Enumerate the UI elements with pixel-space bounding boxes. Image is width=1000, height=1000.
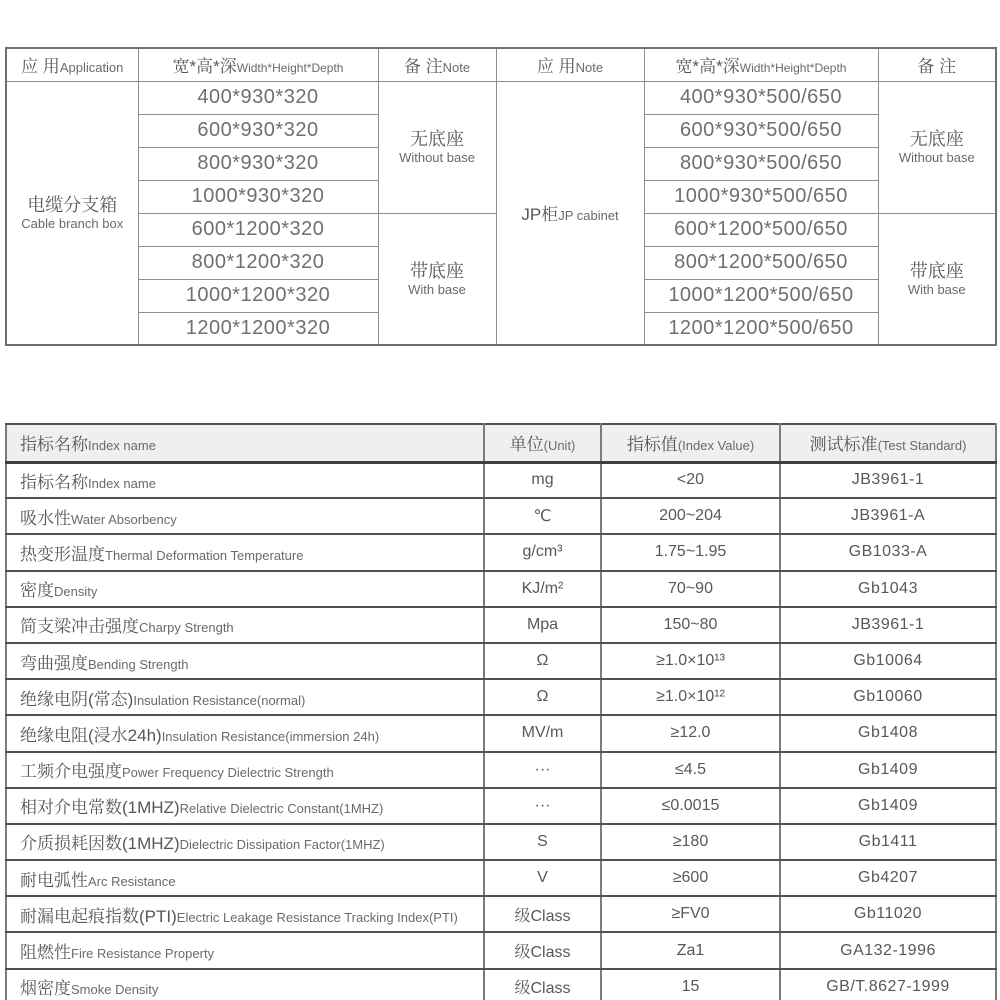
unit-cell [484,969,601,1000]
header-note-left: 备 注Note [378,48,496,81]
standard-cell [780,860,996,896]
value-cell [601,462,780,498]
standard-value: GB/T.8627-1999 [826,977,950,995]
value-cell [601,571,780,607]
unit-value: Mpa [526,615,559,633]
index-name-cell [6,932,484,968]
standard-cell [780,498,996,534]
unit-cell [484,607,601,643]
application-cell-cable-branch-box: 电缆分支箱 Cable branch box [6,81,138,345]
unit-value: mg [531,471,554,489]
standard-value: Gb10060 [853,688,923,706]
index-table-row [6,860,996,896]
unit-value: S [537,832,548,850]
standard-cell [780,932,996,968]
index-name-zh: 烟密度 [20,979,71,999]
index-value: ≥12.0 [670,724,711,742]
unit-value: MV/m [521,724,564,742]
value-cell [601,860,780,896]
index-value: ≥1.0×10¹³ [656,652,725,670]
unit-value: ℃ [533,508,552,526]
index-table-row [6,752,996,788]
index-name-en: Index name [88,475,156,491]
unit-value: ··· [534,796,551,814]
index-name-zh: 相对介电常数(1MHZ) [20,798,180,818]
index-name-en: Fire Resistance Property [71,946,215,962]
standard-cell [780,607,996,643]
size-cell: 800*930*500/650 [644,147,878,180]
unit-cell [484,715,601,751]
unit-cell [484,860,601,896]
header-unit: 单位(Unit) [484,424,601,462]
value-cell [601,679,780,715]
standard-cell [780,896,996,932]
index-name-zh: 简支梁冲击强度 [20,617,139,637]
note-cell-without-base-left: 无底座 Without base [378,81,496,213]
size-cell: 800*1200*320 [138,246,378,279]
unit-cell [484,824,601,860]
index-value: ≥600 [672,869,709,887]
index-table-row [6,824,996,860]
note-cell-without-base-right: 无底座 Without base [878,81,996,213]
index-value: ≥180 [672,832,709,850]
value-cell [601,715,780,751]
size-cell: 1000*1200*320 [138,279,378,312]
value-cell [601,643,780,679]
index-name-cell [6,896,484,932]
index-value: ≥FV0 [671,905,710,923]
index-table-row [6,896,996,932]
index-name-cell [6,498,484,534]
standard-cell [780,824,996,860]
size-cell: 1000*930*320 [138,180,378,213]
value-cell [601,752,780,788]
standard-cell [780,715,996,751]
index-name-cell [6,860,484,896]
index-value: 70~90 [668,579,713,597]
standard-value: Gb1408 [858,724,918,742]
standard-value: Gb4207 [858,869,918,887]
value-cell [601,498,780,534]
index-value: ≤4.5 [674,760,707,778]
size-cell: 1200*1200*320 [138,312,378,345]
unit-cell [484,752,601,788]
unit-cell [484,498,601,534]
standard-value: Gb10064 [853,652,923,670]
index-name-cell [6,824,484,860]
index-name-en: Smoke Density [71,982,159,998]
value-cell [601,607,780,643]
standard-cell [780,462,996,498]
index-name-en: Arc Resistance [88,873,176,889]
index-name-zh: 介质损耗因数(1MHZ) [20,834,180,854]
header-dims-right: 宽*高*深Width*Height*Depth [644,48,878,81]
index-table-row [6,643,996,679]
size-cell: 600*930*500/650 [644,114,878,147]
index-table-row [6,679,996,715]
index-header-row [6,424,996,462]
index-table-row [6,969,996,1000]
value-cell [601,896,780,932]
unit-cell [484,788,601,824]
size-cell: 600*1200*500/650 [644,213,878,246]
index-name-cell [6,643,484,679]
unit-cell [484,462,601,498]
index-name-zh: 耐漏电起痕指数(PTI) [20,906,177,926]
unit-cell [484,534,601,570]
index-name-zh: 吸水性 [20,508,71,528]
size-cell: 400*930*320 [138,81,378,114]
size-cell: 1200*1200*500/650 [644,312,878,345]
unit-value: KJ/m² [521,579,564,597]
index-value: 200~204 [659,507,722,525]
index-value: ≤0.0015 [661,796,720,814]
index-name-en: Water Absorbency [71,511,177,527]
index-table-row [6,715,996,751]
dimensions-header-row [6,48,996,81]
index-name-cell [6,788,484,824]
index-table-row [6,932,996,968]
index-name-zh: 密度 [20,581,54,601]
standard-cell [780,752,996,788]
value-cell [601,824,780,860]
size-cell: 1000*1200*500/650 [644,279,878,312]
index-name-zh: 绝缘电阴(常态) [20,689,134,709]
unit-value: Ω [536,652,549,670]
value-cell [601,534,780,570]
standard-value: Gb1409 [858,796,918,814]
size-cell: 800*1200*500/650 [644,246,878,279]
note-cell-with-base-left: 带底座 With base [378,213,496,345]
index-name-zh: 指标名称 [20,472,88,492]
standard-value: Gb1409 [858,760,918,778]
standard-cell [780,969,996,1000]
unit-value: g/cm³ [522,543,563,561]
standard-value: GB1033-A [848,543,928,561]
value-cell [601,932,780,968]
index-table-body [6,462,996,1000]
index-name-zh: 热变形温度 [20,544,105,564]
unit-cell [484,932,601,968]
application-cell-jp-cabinet: JP柜JP cabinet [496,81,644,345]
index-name-cell [6,679,484,715]
standard-cell [780,534,996,570]
header-dims-left: 宽*高*深Width*Height*Depth [138,48,378,81]
size-row [6,81,996,114]
index-name-cell [6,715,484,751]
header-index-name: 指标名称Index name [6,424,484,462]
index-name-cell [6,607,484,643]
unit-cell [484,571,601,607]
standard-value: Gb1043 [858,579,918,597]
index-table-row [6,462,996,498]
header-index-value: 指标值(Index Value) [601,424,780,462]
size-cell: 1000*930*500/650 [644,180,878,213]
index-name-en: Electric Leakage Resistance Tracking Index(PTI) [176,909,458,925]
unit-cell [484,896,601,932]
index-table-row [6,498,996,534]
standard-value: JB3961-1 [851,471,925,489]
standard-value: Gb11020 [853,905,923,923]
index-name-en: Bending Strength [88,656,189,672]
standard-cell [780,571,996,607]
unit-value: ··· [534,760,551,778]
index-name-cell [6,752,484,788]
index-name-cell [6,969,484,1000]
standard-cell [780,679,996,715]
unit-value: 级Class [514,907,571,925]
standard-cell [780,643,996,679]
size-cell: 600*1200*320 [138,213,378,246]
index-value: ≥1.0×10¹² [656,688,725,706]
index-name-zh: 弯曲强度 [20,653,88,673]
note-cell-with-base-right: 带底座 With base [878,213,996,345]
index-value: 1.75~1.95 [654,543,727,561]
index-name-cell [6,571,484,607]
index-value: Za1 [676,941,705,959]
index-name-en: Relative Dielectric Constant(1MHZ) [179,801,384,817]
unit-cell [484,643,601,679]
index-name-zh: 工频介电强度 [20,762,122,782]
index-name-en: Insulation Resistance(normal) [133,692,306,708]
index-table [5,423,997,1000]
index-name-cell [6,534,484,570]
unit-value: 级Class [514,944,571,962]
index-table-row [6,788,996,824]
header-note-right: 备 注 [878,48,996,81]
index-table-row [6,571,996,607]
index-name-zh: 绝缘电阻(浸水24h) [20,725,162,745]
index-name-cell [6,462,484,498]
index-name-en: Dielectric Dissipation Factor(1MHZ) [179,837,385,853]
value-cell [601,969,780,1000]
index-name-en: Power Frequency Dielectric Strength [122,765,334,781]
index-name-en: Charpy Strength [139,620,234,636]
unit-value: V [537,869,548,887]
value-cell [601,788,780,824]
standard-value: JB3961-A [850,507,926,525]
standard-value: GA132-1996 [840,941,936,959]
header-application-right: 应 用Note [496,48,644,81]
header-test-standard: 测试标准(Test Standard) [780,424,996,462]
unit-value: 级Class [514,980,571,998]
unit-cell [484,679,601,715]
standard-cell [780,788,996,824]
index-table-row [6,534,996,570]
standard-value: Gb1411 [858,832,918,850]
index-name-en: Thermal Deformation Temperature [105,547,304,563]
dimensions-table [5,47,997,346]
size-cell: 800*930*320 [138,147,378,180]
index-name-zh: 耐电弧性 [20,870,88,890]
header-application-left: 应 用Application [6,48,138,81]
index-name-zh: 阻燃性 [20,943,71,963]
index-name-en: Density [54,584,98,600]
unit-value: Ω [536,688,549,706]
index-value: 15 [681,977,700,995]
index-name-en: Insulation Resistance(immersion 24h) [161,728,380,744]
index-value: <20 [676,471,705,489]
index-table-row [6,607,996,643]
index-value: 150~80 [663,615,718,633]
standard-value: JB3961-1 [851,615,925,633]
size-cell: 600*930*320 [138,114,378,147]
size-cell: 400*930*500/650 [644,81,878,114]
